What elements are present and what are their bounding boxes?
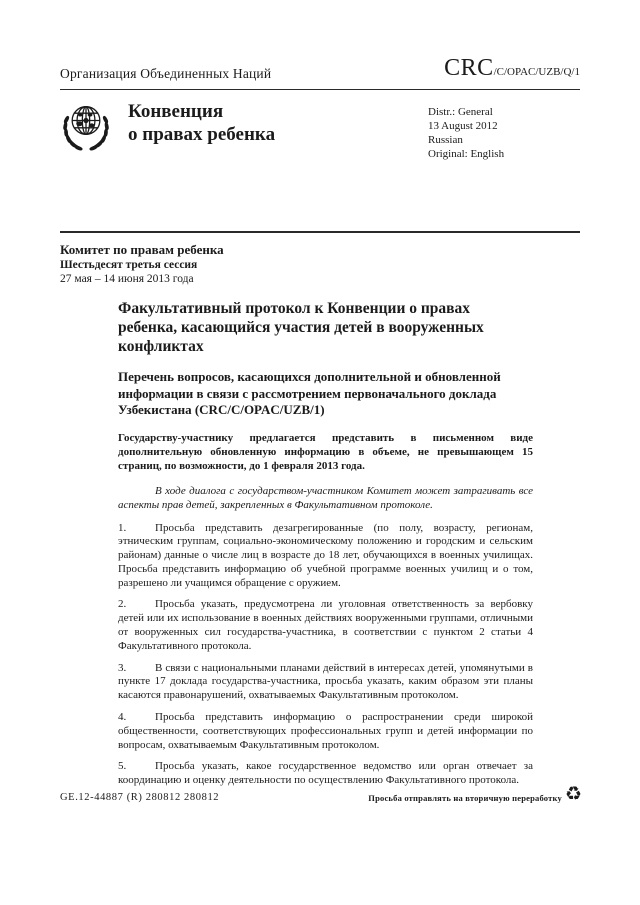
document-title: Факультативный протокол к Конвенции о правах ребенка, касающийся участия детей в вооруженных конфликтах — [118, 300, 484, 355]
italic-dialogue-note: В ходе диалога с государством-участником Комитет может затрагивать все аспекты прав детей, закрепленных в Факультативном протоколе. — [118, 484, 533, 511]
paragraph-text: В связи с национальными планами действий в интересах детей, упомянутыми в пункте 17 доклада государства-участника, просьба указать, каким образом эти планы касаются правонарушений, охватываемых Факультативным протоколом. — [118, 661, 533, 702]
distr-line: Distr.: General — [428, 106, 493, 118]
numbered-paragraph — [118, 711, 533, 752]
document-symbol-main: CRC — [444, 55, 494, 81]
recycle-icon: ♻ — [564, 783, 582, 805]
recycle-note-text: Просьба отправлять на вторичную переработку — [368, 792, 562, 803]
paragraph-number: 3. — [118, 661, 127, 674]
un-emblem-icon — [60, 98, 112, 156]
document-symbol-suffix: /C/OPAC/UZB/Q/1 — [493, 66, 580, 78]
committee-block — [60, 231, 580, 286]
numbered-paragraph — [118, 522, 533, 591]
paragraph-text: Просьба представить дезагрегированные (по полу, возрасту, регионам, этническим группам, социально-экономическому положению и городским и сельским районам) данные о числе лиц в возрасте до 18 лет, обучающихся в военных училищах. Просьба представить информацию об учебной программе военных училищ и о том, разрешено ли учащимся обращение с оружием. — [118, 521, 533, 589]
paragraph-number: 4. — [118, 711, 127, 724]
org-name: Организация Объединенных Наций — [60, 66, 272, 81]
document-footer — [60, 783, 582, 805]
committee-name: Комитет по правам ребенка — [60, 242, 224, 257]
numbered-paragraph — [118, 598, 533, 653]
distr-line: Russian — [428, 134, 463, 146]
bold-instruction-note: Государству-участнику предлагается представить в письменном виде дополнительную обновленную информацию в объеме, не превышающем 15 страниц, по возможности, до 1 февраля 2013 года. — [118, 431, 533, 472]
banner-row — [60, 90, 580, 231]
footer-reference: GE.12-44887 (R) 280812 280812 — [60, 792, 220, 803]
publication-title-line1: Конвенция — [128, 101, 224, 122]
committee-dates: 27 мая – 14 июня 2013 года — [60, 273, 194, 285]
committee-session: Шестьдесят третья сессия — [60, 259, 198, 271]
publication-title-line2: о правах ребенка — [128, 124, 276, 145]
paragraph-number: 1. — [118, 521, 127, 534]
distribution-block — [428, 105, 580, 161]
paragraph-number: 5. — [118, 760, 127, 773]
publication-title — [128, 100, 275, 146]
paragraph-text: Просьба указать, какое государственное ведомство или орган отвечает за координацию и оценку деятельности по осуществлению Факультативного протокола. — [118, 760, 533, 787]
document-body — [118, 299, 533, 788]
document-subtitle: Перечень вопросов, касающихся дополнительной и обновленной информации в связи с рассмотрением первоначального доклада Узбекистана (CRC/C/OPAC/UZB/1) — [118, 369, 501, 417]
numbered-paragraph — [118, 760, 533, 788]
numbered-paragraph — [118, 662, 533, 703]
paragraph-number: 2. — [118, 598, 127, 611]
distr-line: Original: English — [428, 148, 505, 160]
document-header — [60, 0, 580, 90]
paragraph-text: Просьба указать, предусмотрена ли уголовная ответственность за вербовку детей или их использование в военных действиях вооруженными группами, отличными от вооруженных сил государства-участника, в соответствии с пунктом 2 статьи 4 Факультативного протокола. — [118, 598, 533, 652]
recycle-note — [368, 783, 582, 805]
distr-line: 13 August 2012 — [428, 120, 498, 132]
paragraph-text: Просьба представить информацию о распространении среди широкой общественности, соответствующих профессиональных групп и детей информации по вопросам, охватываемым Факультативным протоколом. — [118, 711, 533, 751]
paragraph-list — [118, 522, 533, 789]
document-symbol — [444, 55, 580, 82]
